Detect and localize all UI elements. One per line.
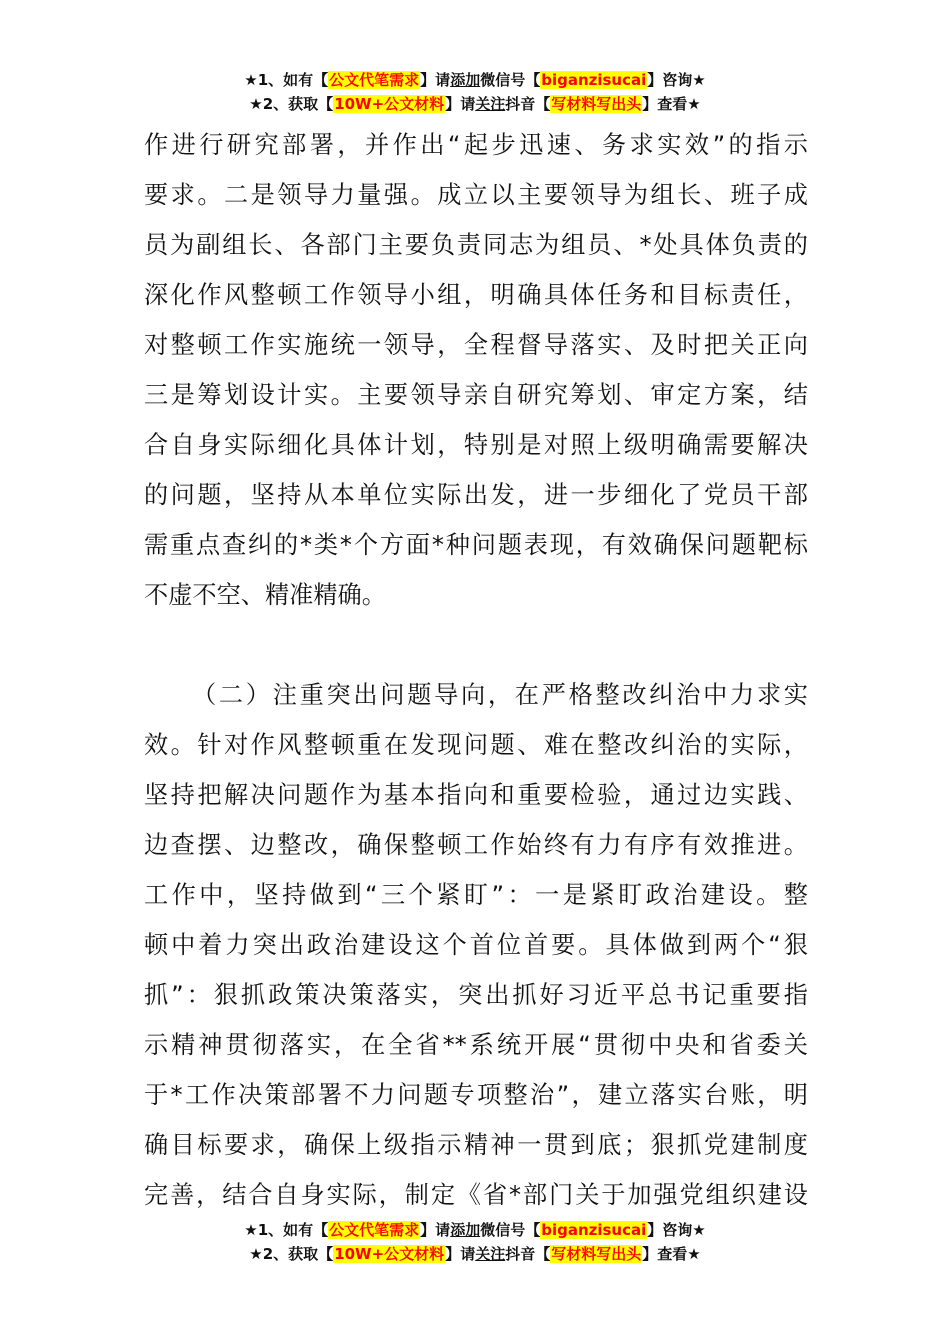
banner-text: 】请 (420, 71, 451, 89)
banner-underline: 关注 (475, 1245, 506, 1263)
banner-text: ★2、获取【 (249, 1245, 334, 1263)
banner-text: ★1、如有【 (244, 71, 329, 89)
banner-text: 】查看★ (642, 95, 701, 113)
paragraph-1 (144, 120, 808, 620)
banner-highlight: biganzisucai (541, 71, 647, 89)
banner-text: 】咨询★ (647, 71, 706, 89)
text-line: 深化作风整顿工作领导小组，明确具体任务和目标责任， (144, 281, 808, 309)
text-line: 要求。二是领导力量强。成立以主要领导为组长、班子成 (144, 181, 808, 209)
banner-text: 】请 (445, 1245, 476, 1263)
banner-underline: 关注 (475, 95, 506, 113)
banner-text: 微信号【 (480, 71, 541, 89)
banner-highlight: 写材料写出头 (551, 1245, 642, 1263)
text-line: 对整顿工作实施统一领导，全程督导落实、及时把关正向 (144, 331, 808, 359)
banner-highlight: 10W+公文材料 (334, 1245, 445, 1263)
banner-line-1 (0, 68, 950, 92)
banner-highlight: 10W+公文材料 (334, 95, 445, 113)
banner-line-1 (0, 1218, 950, 1242)
document-body (144, 120, 808, 1220)
banner-text: 抖音【 (505, 1245, 551, 1263)
banner-highlight: 公文代笔需求 (329, 1221, 420, 1239)
text-line: 不虚不空、精准精确。 (144, 581, 386, 609)
banner-highlight: biganzisucai (541, 1221, 647, 1239)
text-line: 需重点查纠的*类*个方面*种问题表现，有效确保问题靶标 (144, 531, 808, 559)
text-line: 确目标要求，确保上级指示精神一贯到底；狠抓党建制度 (144, 1131, 808, 1159)
banner-highlight: 公文代笔需求 (329, 71, 420, 89)
text-line: 顿中着力突出政治建设这个首位首要。具体做到两个“狠 (144, 931, 808, 959)
text-line: 三是筹划设计实。主要领导亲自研究筹划、审定方案，结 (144, 381, 808, 409)
text-line: 工作中，坚持做到“三个紧盯”：一是紧盯政治建设。整 (144, 881, 808, 909)
header-banner (0, 68, 950, 116)
banner-underline: 添加 (450, 1221, 481, 1239)
banner-text: 】请 (445, 95, 476, 113)
banner-text: 】查看★ (642, 1245, 701, 1263)
text-line: 边查摆、边整改，确保整顿工作始终有力有序有效推进。 (144, 831, 808, 859)
paragraph-gap (144, 620, 808, 670)
banner-text: 微信号【 (480, 1221, 541, 1239)
banner-line-2 (0, 92, 950, 116)
banner-line-2 (0, 1242, 950, 1266)
banner-text: 抖音【 (505, 95, 551, 113)
text-line: 作进行研究部署，并作出“起步迅速、务求实效”的指示 (144, 131, 808, 159)
banner-text: ★1、如有【 (244, 1221, 329, 1239)
footer-banner (0, 1218, 950, 1266)
text-line: 示精神贯彻落实，在全省**系统开展“贯彻中央和省委关 (144, 1031, 808, 1059)
text-line: 于*工作决策部署不力问题专项整治”，建立落实台账，明 (144, 1081, 808, 1109)
text-line: 的问题，坚持从本单位实际出发，进一步细化了党员干部 (144, 481, 808, 509)
text-line: 完善，结合自身实际，制定《省*部门关于加强党组织建设 (144, 1181, 808, 1209)
text-line: 坚持把解决问题作为基本指向和重要检验，通过边实践、 (144, 781, 808, 809)
banner-highlight: 写材料写出头 (551, 95, 642, 113)
banner-underline: 添加 (450, 71, 481, 89)
banner-text: 】咨询★ (647, 1221, 706, 1239)
text-line: 合自身实际细化具体计划，特别是对照上级明确需要解决 (144, 431, 808, 459)
text-line: 员为副组长、各部门主要负责同志为组员、*处具体负责的 (144, 231, 808, 259)
banner-text: ★2、获取【 (249, 95, 334, 113)
text-line: 抓”：狠抓政策决策落实，突出抓好习近平总书记重要指 (144, 981, 808, 1009)
banner-text: 】请 (420, 1221, 451, 1239)
text-line: 效。针对作风整顿重在发现问题、难在整改纠治的实际， (144, 731, 808, 759)
text-line: （二）注重突出问题导向，在严格整改纠治中力求实 (192, 681, 808, 709)
paragraph-2 (144, 670, 808, 1220)
